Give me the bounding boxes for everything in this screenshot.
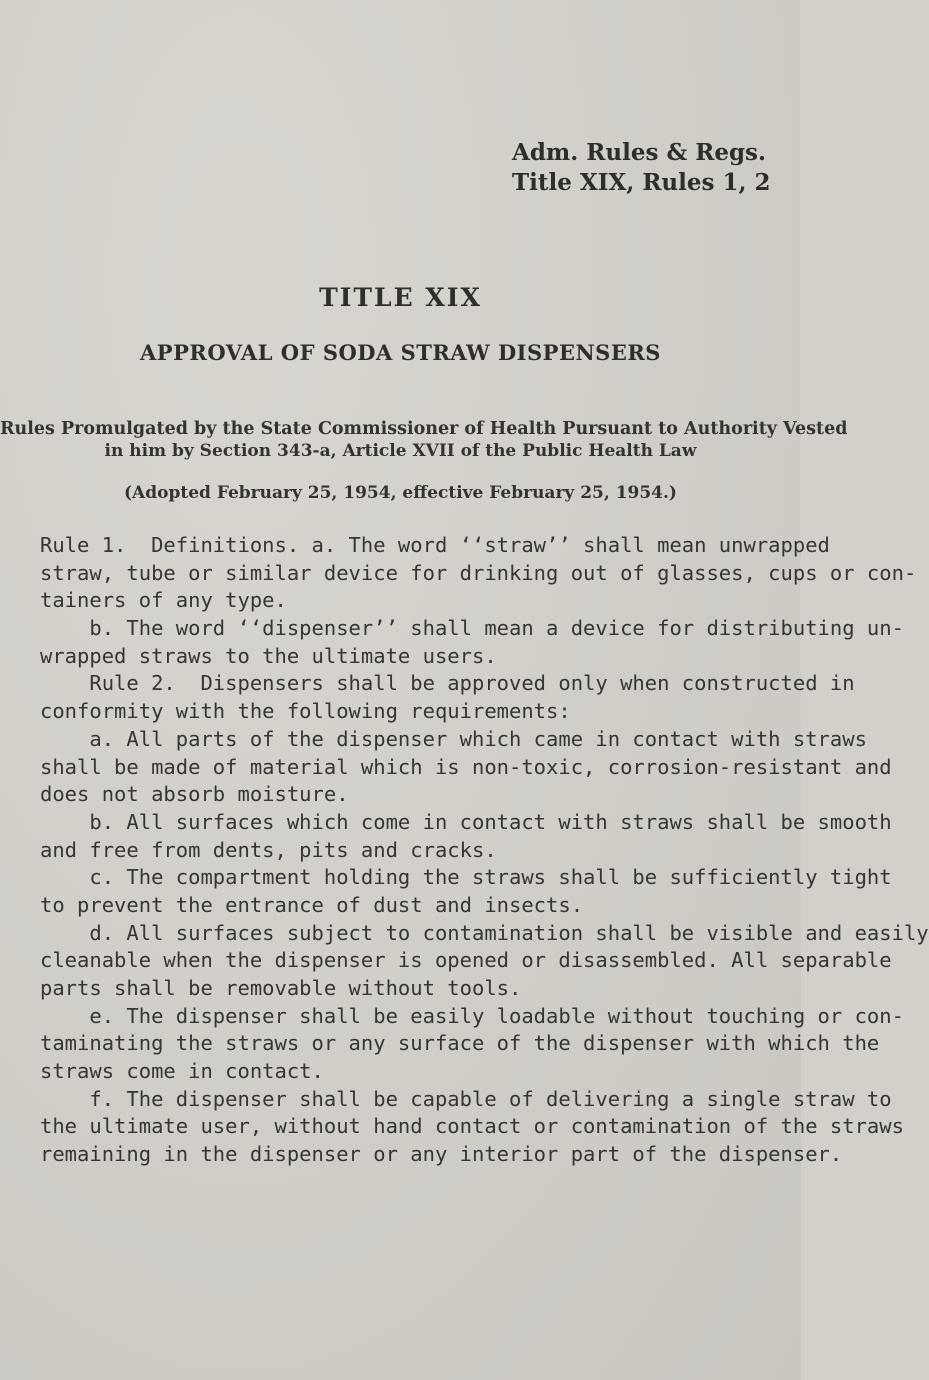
body-line: and free from dents, pits and cracks. [40, 837, 497, 862]
body-line: the ultimate user, without hand contact or contamination of the straws [40, 1114, 904, 1139]
body-line: f. The dispenser shall be capable of delivering a single straw to [40, 1086, 892, 1111]
body-line: remaining in the dispenser or any interior part of the dispenser. [40, 1142, 843, 1167]
body-line: Rule 2. Dispensers shall be approved only when constructed in [40, 671, 855, 696]
authority-line-1: Rules Promulgated by the State Commissioner of Health Pursuant to Authority Vested [0, 419, 848, 439]
body-line: wrapped straws to the ultimate users. [40, 643, 497, 668]
body-line: a. All parts of the dispenser which came in contact with straws [40, 726, 867, 751]
subtitle-heading: APPROVAL OF SODA STRAW DISPENSERS [140, 340, 661, 365]
body-line: does not absorb moisture. [40, 782, 349, 807]
body-line: d. All surfaces subject to contamination shall be visible and easily [40, 920, 929, 945]
body-line: straw, tube or similar device for drinking out of glasses, cups or con- [40, 560, 917, 585]
authority-line-2: in him by Section 343-a, Article XVII of the Public Health Law [104, 441, 697, 461]
body-line: b. The word ‘‘dispenser’’ shall mean a device for distributing un- [40, 616, 904, 641]
body-line: conformity with the following requirements: [40, 699, 571, 724]
body-line: shall be made of material which is non-toxic, corrosion-resistant and [40, 754, 892, 779]
citation-line-1: Adm. Rules & Regs. [512, 139, 766, 166]
body-line: Rule 1. Definitions. a. The word ‘‘straw’’ shall mean unwrapped [40, 533, 830, 557]
body-line: cleanable when the dispenser is opened or disassembled. All separable [40, 948, 892, 973]
citation-header [512, 138, 771, 198]
rules-body [40, 532, 929, 1169]
body-line: parts shall be removable without tools. [40, 976, 522, 1000]
body-line: b. All surfaces which come in contact with straws shall be smooth [40, 809, 892, 834]
body-line: c. The compartment holding the straws shall be sufficiently tight [40, 865, 892, 890]
body-line: straws come in contact. [40, 1059, 324, 1084]
body-line: tainers of any type. [40, 588, 287, 613]
title-heading: TITLE XIX [319, 283, 482, 312]
body-line: e. The dispenser shall be easily loadable without touching or con- [40, 1003, 904, 1028]
body-line: taminating the straws or any surface of the dispenser with which the [40, 1031, 880, 1056]
adoption-note: (Adopted February 25, 1954, effective February 25, 1954.) [124, 483, 677, 503]
body-line: to prevent the entrance of dust and insects. [40, 892, 584, 917]
citation-line-2: Title XIX, Rules 1, 2 [512, 169, 771, 196]
